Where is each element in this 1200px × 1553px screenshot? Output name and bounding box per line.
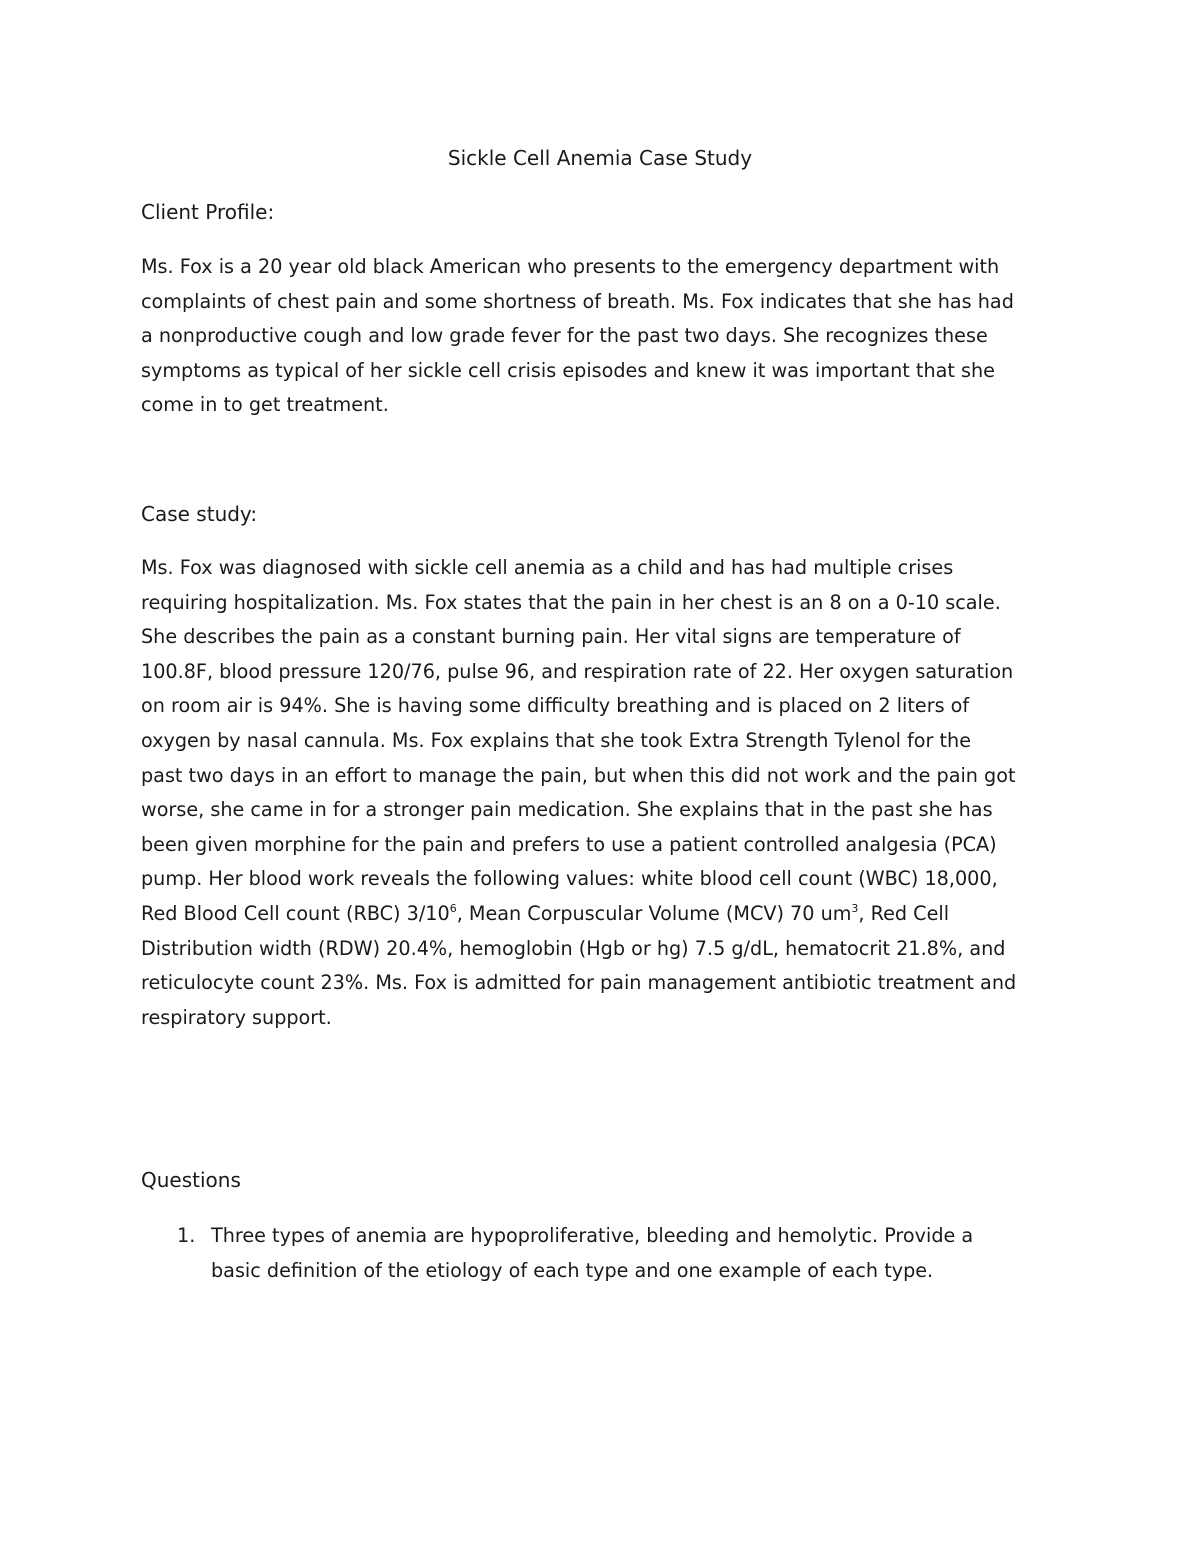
rbc-exponent: 6 [449,901,457,915]
paragraph-line: 100.8F, blood pressure 120/76, pulse 96, and respiration rate of 22. Her oxygen saturation [141,659,1014,683]
paragraph-line: She describes the pain as a constant burning pain. Her vital signs are temperature of [141,625,961,649]
red-cell-text: , Red Cell [858,901,950,925]
paragraph-line: come in to get treatment. [141,393,389,417]
paragraph-line: symptoms as typical of her sickle cell crisis episodes and knew it was important that she [141,358,995,382]
case-study-heading: Case study: [141,502,258,526]
paragraph-line: Ms. Fox is a 20 year old black American who presents to the emergency department with [141,255,1000,278]
paragraph-line: reticulocyte count 23%. Ms. Fox is admitted for pain management antibiotic treatment and [141,971,1017,995]
rbc-text: Red Blood Cell count (RBC) 3/10 [141,901,450,925]
question-number: 1. [177,1224,196,1247]
client-profile-paragraph [141,250,1071,423]
case-study-paragraph [141,551,1071,1035]
paragraph-line: worse, she came in for a stronger pain medication. She explains that in the past she has [141,798,993,822]
question-line: Three types of anemia are hypoproliferative, bleeding and hemolytic. Provide a [211,1224,974,1247]
paragraph-line: Ms. Fox was diagnosed with sickle cell anemia as a child and has had multiple crises [141,556,954,579]
document-title: Sickle Cell Anemia Case Study [447,146,753,170]
paragraph-line: pump. Her blood work reveals the following values: white blood cell count (WBC) 18,000, [141,867,998,891]
paragraph-line: oxygen by nasal cannula. Ms. Fox explains that she took Extra Strength Tylenol for the [141,728,972,752]
question-item [141,1218,1071,1288]
paragraph-line: a nonproductive cough and low grade fever for the past two days. She recognizes these [141,324,988,348]
paragraph-line: Distribution width (RDW) 20.4%, hemoglobin (Hgb or hg) 7.5 g/dL, hematocrit 21.8%, and [141,936,1006,960]
questions-list [141,1218,1071,1288]
paragraph-line: on room air is 94%. She is having some difficulty breathing and is placed on 2 liters of [141,694,970,718]
questions-heading: Questions [141,1168,241,1192]
mcv-exponent: 3 [851,901,859,915]
rbc-values-line [141,897,1071,932]
mcv-text: , Mean Corpuscular Volume (MCV) 70 um [456,901,852,925]
paragraph-line: respiratory support. [141,1005,332,1029]
paragraph-line: requiring hospitalization. Ms. Fox states that the pain in her chest is an 8 on a 0-10 scale. [141,590,1001,614]
client-profile-heading: Client Profile: [141,200,275,224]
paragraph-line: complaints of chest pain and some shortness of breath. Ms. Fox indicates that she has had [141,289,1014,313]
question-line: basic definition of the etiology of each type and one example of each type. [211,1259,934,1282]
paragraph-line: past two days in an effort to manage the pain, but when this did not work and the pain got [141,763,1016,787]
paragraph-line: been given morphine for the pain and prefers to use a patient controlled analgesia (PCA) [141,832,997,856]
